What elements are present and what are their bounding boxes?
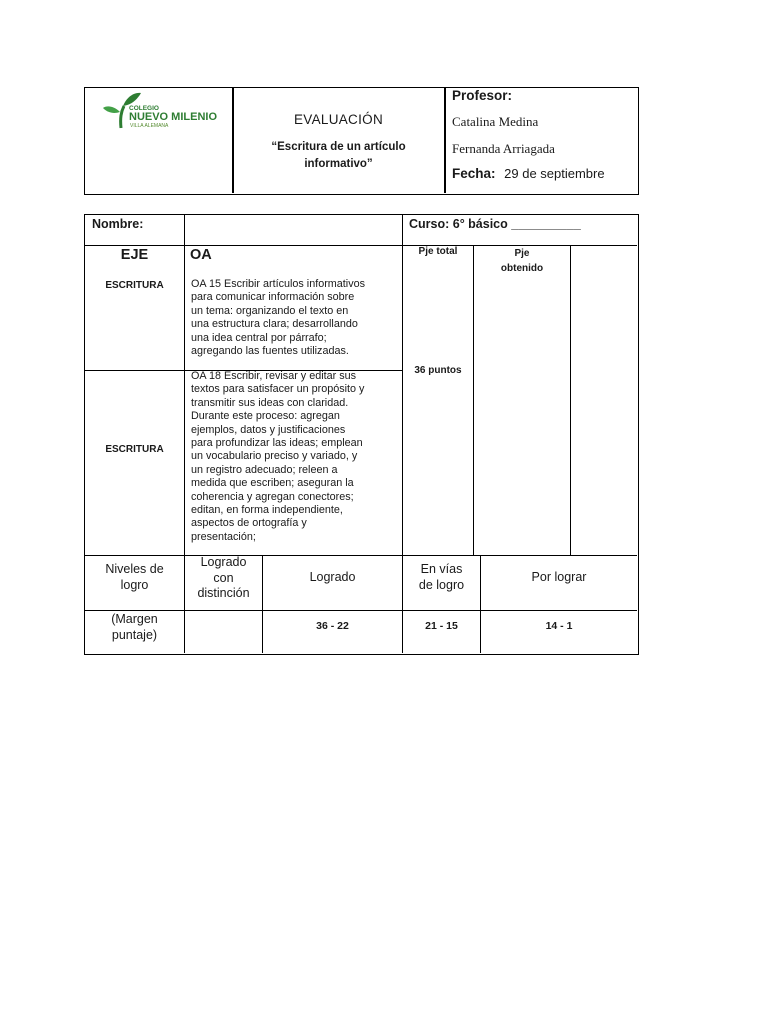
oa-line: una idea central por párrafo;: [191, 331, 327, 344]
row-divider: [85, 555, 637, 556]
oa-line: textos para satisfacer un propósito y: [191, 383, 365, 396]
oa-line: para profundizar las ideas; emplean: [191, 437, 363, 450]
level-line: En vías: [420, 562, 463, 576]
oa-line: Durante este proceso: agregan: [191, 410, 340, 423]
level-por-lograr: Por lograr: [531, 570, 587, 584]
extra-score-cell[interactable]: [571, 246, 637, 555]
margen-line: puntaje): [111, 627, 158, 642]
pje-total-value: 36 puntos: [414, 365, 462, 376]
pje-obtenido-field[interactable]: [474, 246, 570, 555]
evaluation-subtitle: [233, 139, 444, 173]
school-logo: [101, 90, 229, 130]
oa-line: un tema: organizando el texto en: [191, 304, 349, 317]
oa-line: una estructura clara; desarrollando: [191, 318, 358, 331]
profesor-name: Catalina Medina: [452, 114, 539, 129]
oa-line: medida que escriben; aseguran la: [191, 477, 354, 490]
level-logrado-distincion: [185, 555, 262, 602]
oa-line: coherencia y agregan conectores;: [191, 490, 354, 503]
oa-cell: [191, 370, 396, 544]
level-line: de logro: [418, 577, 465, 592]
nombre-label: Nombre:: [92, 217, 144, 231]
fecha-label: Fecha:: [452, 166, 496, 181]
profesor-label: Profesor:: [452, 88, 513, 103]
eje-cell: ESCRITURA: [105, 280, 164, 291]
level-line: Logrado: [200, 555, 247, 569]
eje-header: EJE: [120, 247, 149, 263]
niveles-label: [85, 562, 184, 593]
oa-line: presentación;: [191, 530, 256, 543]
evaluation-title: EVALUACIÓN: [293, 112, 384, 127]
eje-cell: ESCRITURA: [105, 444, 164, 455]
evaluation-table: [84, 214, 639, 655]
oa-header: OA: [190, 247, 212, 263]
niveles-line: logro: [120, 577, 149, 592]
oa-line: editan, en forma independiente,: [191, 504, 343, 517]
subtitle-line: informativo”: [304, 158, 373, 170]
pje-total-header: Pje total: [418, 246, 458, 257]
pje-obtenido-line: obtenido: [500, 263, 544, 274]
range-por-lograr: 14 - 1: [545, 620, 573, 632]
logo-line-colegio: COLEGIO: [129, 105, 159, 112]
range-en-vias: 21 - 15: [425, 620, 458, 632]
range-logrado: 36 - 22: [316, 620, 349, 632]
margen-line: (Margen: [111, 612, 158, 626]
level-logrado: Logrado: [309, 570, 356, 584]
nombre-field[interactable]: [185, 216, 401, 244]
oa-line: transmitir sus ideas con claridad.: [191, 396, 349, 409]
fecha-row: [452, 166, 605, 181]
oa-cell: [191, 278, 396, 358]
oa-line: un vocabulario preciso y variado, y: [191, 450, 358, 463]
level-en-vias: [403, 562, 480, 593]
logo-line-nuevo-milenio: NUEVO MILENIO: [129, 111, 218, 123]
curso-label: Curso: 6° básico __________: [409, 217, 581, 231]
oa-line: para comunicar información sobre: [191, 291, 355, 304]
margen-label: [85, 612, 184, 643]
fecha-value: 29 de septiembre: [504, 166, 605, 181]
oa-line: OA 18 Escribir, revisar y editar sus: [191, 370, 357, 382]
level-line: con: [213, 570, 234, 585]
oa-line: aspectos de ortografía y: [191, 517, 307, 530]
oa-line: agregando las fuentes utilizadas.: [191, 345, 349, 358]
oa-line: ejemplos, datos y justificaciones: [191, 423, 346, 436]
header-divider: [444, 88, 446, 193]
oa-line: OA 15 Escribir artículos informativos: [191, 278, 366, 290]
row-divider: [85, 610, 637, 611]
logo-line-villa-alemana: VILLA ALEMANA: [130, 123, 169, 129]
level-line: distinción: [197, 586, 250, 600]
pje-obtenido-line: Pje: [514, 248, 530, 259]
subtitle-line: “Escritura de un artículo: [271, 141, 406, 153]
niveles-line: Niveles de: [105, 562, 164, 576]
header-table: [84, 87, 639, 195]
profesor-name: Fernanda Arriagada: [452, 141, 555, 156]
oa-line: un registro adecuado; releen a: [191, 463, 338, 476]
